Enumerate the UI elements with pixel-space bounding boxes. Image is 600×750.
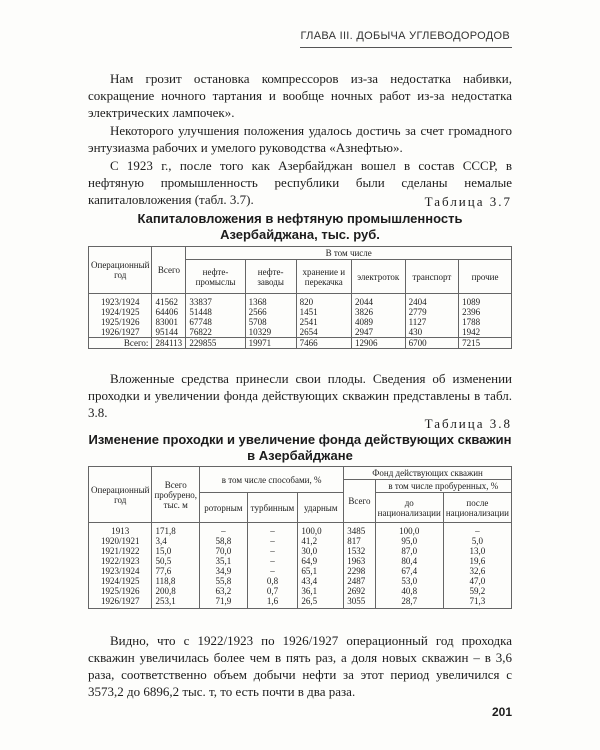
table-cell: 83001 xyxy=(152,317,186,327)
table-cell: 19971 xyxy=(245,338,296,349)
table-cell: 64,9 xyxy=(298,556,344,566)
running-header: ГЛАВА III. ДОБЫЧА УГЛЕВОДОРОДОВ xyxy=(300,30,510,42)
table-row xyxy=(89,566,512,576)
table-cell: 41,2 xyxy=(298,536,344,546)
table-cell: – xyxy=(247,523,298,537)
table-cell: 26,5 xyxy=(298,596,344,609)
table-3-8-label: Таблица 3.8 xyxy=(424,416,512,431)
table-cell: 1923/1924 xyxy=(89,294,152,308)
table-cell: 118,8 xyxy=(152,576,200,586)
table-cell: 1921/1922 xyxy=(89,546,152,556)
table-cell: 64406 xyxy=(152,307,186,317)
table-cell: 1089 xyxy=(459,294,512,308)
col-header-storage: хранение и перекачка xyxy=(296,260,351,294)
table-cell: 2298 xyxy=(344,566,375,576)
table-cell: 2541 xyxy=(296,317,351,327)
table-cell: 253,1 xyxy=(152,596,200,609)
table-cell: 1368 xyxy=(245,294,296,308)
table-cell: 15,0 xyxy=(152,546,200,556)
table-row xyxy=(89,327,512,338)
col-header-other: прочие xyxy=(459,260,512,294)
table-cell: 80,4 xyxy=(375,556,443,566)
table-cell: 65,1 xyxy=(298,566,344,576)
table-3-7-body xyxy=(89,294,512,349)
table-cell: 13,0 xyxy=(443,546,511,556)
table-3-8-body xyxy=(89,523,512,609)
table-cell: 1963 xyxy=(344,556,375,566)
table-total-row xyxy=(89,338,512,349)
table-cell: 1925/1926 xyxy=(89,317,152,327)
col-header-electricity: электроток xyxy=(351,260,405,294)
table-cell: 40,8 xyxy=(375,586,443,596)
col-header-oilfields: нефте-промыслы xyxy=(186,260,245,294)
table-cell: 1926/1927 xyxy=(89,327,152,338)
col-group-fund: Фонд действующих скважин xyxy=(344,467,512,480)
table-cell: 0,8 xyxy=(247,576,298,586)
col-header-turbine: турбинным xyxy=(247,493,298,523)
table-cell: 1532 xyxy=(344,546,375,556)
total-label: Всего: xyxy=(89,338,152,349)
table-cell: 1926/1927 xyxy=(89,596,152,609)
table-cell: 2692 xyxy=(344,586,375,596)
table-cell: 63,2 xyxy=(200,586,248,596)
table-cell: 1920/1921 xyxy=(89,536,152,546)
table-cell: 1451 xyxy=(296,307,351,317)
table-3-8-title: Изменение проходки и увеличение фонда действующих скважин в Азербайджане xyxy=(88,432,512,463)
table-cell: 59,2 xyxy=(443,586,511,596)
table-cell: 1127 xyxy=(405,317,458,327)
col-header-refineries: нефте-заводы xyxy=(245,260,296,294)
table-cell: 3055 xyxy=(344,596,375,609)
table-cell: – xyxy=(247,546,298,556)
table-cell: – xyxy=(443,523,511,537)
table-cell: 95,0 xyxy=(375,536,443,546)
col-header-year: Операционный год xyxy=(89,247,152,294)
table-cell: 5,0 xyxy=(443,536,511,546)
table-cell: 70,0 xyxy=(200,546,248,556)
col-group-header: В том числе xyxy=(186,247,512,260)
table-cell: 55,8 xyxy=(200,576,248,586)
table-cell: 34,9 xyxy=(200,566,248,576)
table-cell: 12906 xyxy=(351,338,405,349)
table-cell: 10329 xyxy=(245,327,296,338)
table-cell: 7215 xyxy=(459,338,512,349)
table-cell: 47,0 xyxy=(443,576,511,586)
table-cell: 1924/1925 xyxy=(89,576,152,586)
table-cell: 2044 xyxy=(351,294,405,308)
table-cell: 0,7 xyxy=(247,586,298,596)
table-cell: 87,0 xyxy=(375,546,443,556)
table-cell: 43,4 xyxy=(298,576,344,586)
table-row xyxy=(89,556,512,566)
table-cell: 2566 xyxy=(245,307,296,317)
table-cell: 430 xyxy=(405,327,458,338)
col-header-year: Операционный год xyxy=(89,467,152,523)
table-cell: 32,6 xyxy=(443,566,511,576)
table-3-7-label: Таблица 3.7 xyxy=(424,194,512,209)
col-header-rotary: роторным xyxy=(200,493,248,523)
table-cell: 817 xyxy=(344,536,375,546)
table-row xyxy=(89,317,512,327)
table-cell: 2396 xyxy=(459,307,512,317)
table-cell: 36,1 xyxy=(298,586,344,596)
table-cell: 2779 xyxy=(405,307,458,317)
table-cell: 2404 xyxy=(405,294,458,308)
table-row xyxy=(89,307,512,317)
paragraph-5: Видно, что с 1922/1923 по 1926/1927 операционный год проходка скважин увеличилась более чем в пять раз, а доля новых скважин – в 3,6 раза, соответственно объем добычи нефти за этот период увеличился с 3573,2 до 6896,2 тыс. т, то есть почти в два раза. xyxy=(88,633,512,699)
table-row xyxy=(89,576,512,586)
table-cell: 5708 xyxy=(245,317,296,327)
table-cell: 1925/1926 xyxy=(89,586,152,596)
table-cell: 2654 xyxy=(296,327,351,338)
table-cell: 820 xyxy=(296,294,351,308)
table-cell: 71,9 xyxy=(200,596,248,609)
table-row xyxy=(89,536,512,546)
table-row xyxy=(89,546,512,556)
table-cell: – xyxy=(247,536,298,546)
col-header-fund-total: Всего xyxy=(344,480,375,523)
col-header-drilled: Всего пробурено, тыс. м xyxy=(152,467,200,523)
table-cell: 1922/1923 xyxy=(89,556,152,566)
table-row xyxy=(89,586,512,596)
table-3-7-title: Капиталовложения в нефтяную промышленность Азербайджана, тыс. руб. xyxy=(137,211,463,242)
paragraph-3: С 1923 г., после того как Азербайджан вошел в состав СССР, в нефтяную промышленность республики были сделаны немалые капиталовложения (табл. 3.7). xyxy=(88,158,512,207)
col-header-total: Всего xyxy=(152,247,186,294)
table-cell: 67748 xyxy=(186,317,245,327)
col-header-before-nationalization: до национализации xyxy=(375,493,443,523)
table-cell: 1913 xyxy=(89,523,152,537)
table-cell: 1923/1924 xyxy=(89,566,152,576)
table-cell: 76822 xyxy=(186,327,245,338)
table-row xyxy=(89,294,512,308)
table-cell: 33837 xyxy=(186,294,245,308)
table-cell: 28,7 xyxy=(375,596,443,609)
table-cell: 53,0 xyxy=(375,576,443,586)
col-header-transport: транспорт xyxy=(405,260,458,294)
table-cell: – xyxy=(200,523,248,537)
col-header-percussion: ударным xyxy=(298,493,344,523)
table-cell: 6700 xyxy=(405,338,458,349)
col-group-fund-drilled: в том числе пробуренных, % xyxy=(375,480,511,493)
table-cell: 171,8 xyxy=(152,523,200,537)
table-3-7 xyxy=(88,246,512,349)
table-cell: – xyxy=(247,556,298,566)
table-cell: 67,4 xyxy=(375,566,443,576)
table-cell: 100,0 xyxy=(375,523,443,537)
col-header-after-nationalization: после национализации xyxy=(443,493,511,523)
table-cell: 1788 xyxy=(459,317,512,327)
table-row xyxy=(89,523,512,537)
page-number: 201 xyxy=(491,705,512,719)
table-cell: – xyxy=(247,566,298,576)
table-cell: 41562 xyxy=(152,294,186,308)
table-cell: 200,8 xyxy=(152,586,200,596)
table-cell: 229855 xyxy=(186,338,245,349)
table-cell: 50,5 xyxy=(152,556,200,566)
table-cell: 3485 xyxy=(344,523,375,537)
col-group-methods: в том числе способами, % xyxy=(200,467,344,493)
table-cell: 19,6 xyxy=(443,556,511,566)
table-cell: 30,0 xyxy=(298,546,344,556)
table-cell: 35,1 xyxy=(200,556,248,566)
table-cell: 2487 xyxy=(344,576,375,586)
table-cell: 2947 xyxy=(351,327,405,338)
table-cell: 7466 xyxy=(296,338,351,349)
paragraph-4: Вложенные средства принесли свои плоды. Сведения об изменении проходки и увеличении фонда действующих скважин представлены в табл. 3.8. xyxy=(88,371,512,420)
table-3-8 xyxy=(88,466,512,609)
table-row xyxy=(89,596,512,609)
table-cell: 95144 xyxy=(152,327,186,338)
header-rule xyxy=(300,47,512,48)
table-cell: 3,4 xyxy=(152,536,200,546)
table-cell: 77,6 xyxy=(152,566,200,576)
table-cell: 3826 xyxy=(351,307,405,317)
table-cell: 4089 xyxy=(351,317,405,327)
table-cell: 51448 xyxy=(186,307,245,317)
table-cell: 1942 xyxy=(459,327,512,338)
paragraph-2: Некоторого улучшения положения удалось достичь за счет громадного энтузиазма рабочих и умелого руководства «Азнефтью». xyxy=(88,123,512,155)
table-cell: 1924/1925 xyxy=(89,307,152,317)
table-cell: 284113 xyxy=(152,338,186,349)
paragraph-1: Нам грозит остановка компрессоров из-за недостатка набивки, сокращение ночного тартания и вообще ночных работ из-за недостатка электрических лампочек». xyxy=(88,71,512,120)
table-cell: 58,8 xyxy=(200,536,248,546)
table-cell: 71,3 xyxy=(443,596,511,609)
table-cell: 1,6 xyxy=(247,596,298,609)
table-cell: 100,0 xyxy=(298,523,344,537)
